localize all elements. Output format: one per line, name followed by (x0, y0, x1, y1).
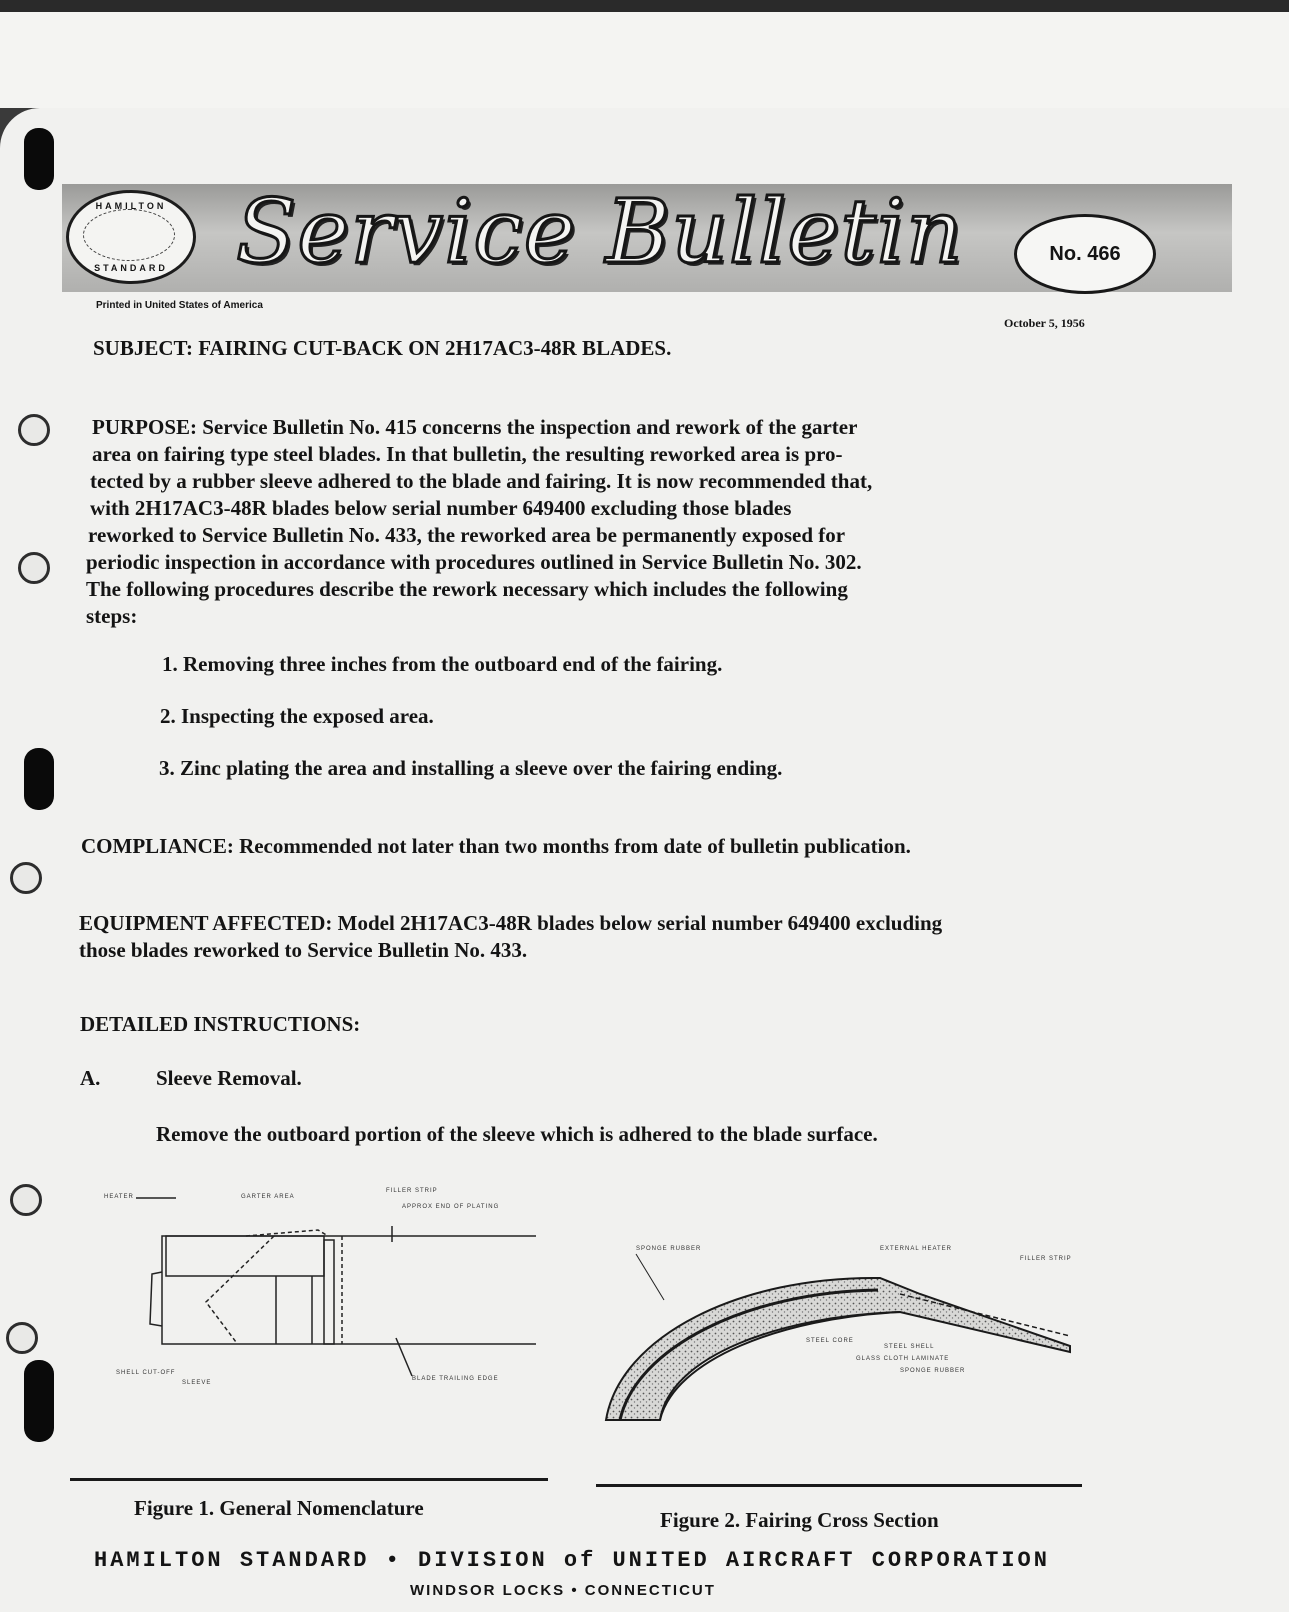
bulletin-number: No. 466 (1014, 214, 1156, 294)
label-sleeve: SLEEVE (182, 1380, 212, 1386)
logo-bottom-text: STANDARD (94, 263, 168, 273)
purpose-line: The following procedures describe the rework necessary which includes the following (86, 577, 848, 601)
label-heater: HEATER (104, 1194, 134, 1200)
figure-2-diagram (600, 1236, 1090, 1426)
scan-background (0, 0, 1289, 108)
punch-hole (6, 1322, 38, 1354)
figure-2-caption: Figure 2. Fairing Cross Section (660, 1508, 939, 1532)
compliance-line: COMPLIANCE: Recommended not later than two months from date of bulletin publication. (81, 834, 911, 858)
logo-inner-ring (83, 209, 175, 261)
purpose-line: PURPOSE: Service Bulletin No. 415 concerns the inspection and rework of the garter (92, 415, 858, 439)
figure-1-diagram (96, 1184, 536, 1394)
logo-top-text: HAMILTON (95, 201, 167, 211)
step-1: 1. Removing three inches from the outboard end of the fairing. (162, 652, 723, 676)
label-sponge-rubber-top: SPONGE RUBBER (636, 1246, 702, 1252)
filler-strip (324, 1240, 334, 1344)
step-2: 2. Inspecting the exposed area. (160, 704, 434, 728)
step-3: 3. Zinc plating the area and installing a sleeve over the fairing ending. (159, 756, 783, 780)
hamilton-standard-logo (66, 190, 196, 284)
label-external-heater: EXTERNAL HEATER (880, 1246, 953, 1252)
label-steel-shell: STEEL SHELL (884, 1344, 935, 1350)
label-trailing-edge: BLADE TRAILING EDGE (412, 1376, 499, 1382)
purpose-paragraph (86, 414, 872, 630)
label-plating: APPROX END OF PLATING (402, 1204, 500, 1210)
heater-block (166, 1236, 324, 1276)
purpose-line: steps: (86, 604, 138, 628)
footer-location: WINDSOR LOCKS • CONNECTICUT (410, 1582, 716, 1599)
figure-2-rule (596, 1484, 1082, 1487)
purpose-line: reworked to Service Bulletin No. 433, the reworked area be permanently exposed for (88, 523, 846, 547)
scan-edge-shadow (0, 0, 1289, 12)
garter-area-outline (206, 1236, 274, 1342)
footer-company: HAMILTON STANDARD • DIVISION of UNITED AIRCRAFT CORPORATION (94, 1548, 1050, 1573)
punch-hole (10, 862, 42, 894)
label-garter-area: GARTER AREA (241, 1194, 295, 1200)
section-a-body: Remove the outboard portion of the sleeve which is adhered to the blade surface. (156, 1122, 878, 1146)
fairing-section (606, 1278, 1070, 1420)
label-steel-core: STEEL CORE (806, 1338, 854, 1344)
section-a-letter: A. (80, 1066, 101, 1090)
purpose-line: tected by a rubber sleeve adhered to the blade and fairing. It is now recommended that, (90, 469, 873, 493)
bulletin-date: October 5, 1956 (1004, 316, 1085, 330)
leader-line (636, 1254, 664, 1300)
label-filler-strip: FILLER STRIP (1020, 1256, 1072, 1262)
printed-in-note: Printed in United States of America (96, 300, 263, 311)
binder-clip-middle (24, 748, 54, 810)
blade-root-step (150, 1272, 162, 1326)
subject-line: SUBJECT: FAIRING CUT-BACK ON 2H17AC3-48R BLADES. (93, 336, 672, 360)
punch-hole (18, 552, 50, 584)
label-sponge-rubber-bottom: SPONGE RUBBER (900, 1368, 966, 1374)
label-shell-cutoff: SHELL CUT-OFF (116, 1370, 176, 1376)
punch-hole (10, 1184, 42, 1216)
section-a-title: Sleeve Removal. (156, 1066, 302, 1090)
label-filler-strip: FILLER STRIP (386, 1188, 438, 1194)
equipment-line: EQUIPMENT AFFECTED: Model 2H17AC3-48R blades below serial number 649400 excluding (79, 911, 943, 935)
purpose-line: periodic inspection in accordance with procedures outlined in Service Bulletin No. 302. (86, 550, 862, 574)
label-glass-cloth: GLASS CLOTH LAMINATE (856, 1356, 950, 1362)
punch-hole (18, 414, 50, 446)
garter-area-outline (246, 1230, 328, 1236)
figure-1-caption: Figure 1. General Nomenclature (134, 1496, 424, 1520)
purpose-line: with 2H17AC3-48R blades below serial number 649400 excluding those blades (90, 496, 792, 520)
binder-clip-top (24, 128, 54, 190)
detailed-instructions-heading: DETAILED INSTRUCTIONS: (80, 1012, 361, 1036)
binder-clip-bottom (24, 1360, 54, 1442)
equipment-line: those blades reworked to Service Bulletin No. 433. (79, 938, 528, 962)
masthead-title: Service Bulletin (236, 180, 964, 283)
purpose-line: area on fairing type steel blades. In that bulletin, the resulting reworked area is pro- (92, 442, 843, 466)
equipment-paragraph (79, 910, 942, 964)
figure-1-rule (70, 1478, 548, 1481)
